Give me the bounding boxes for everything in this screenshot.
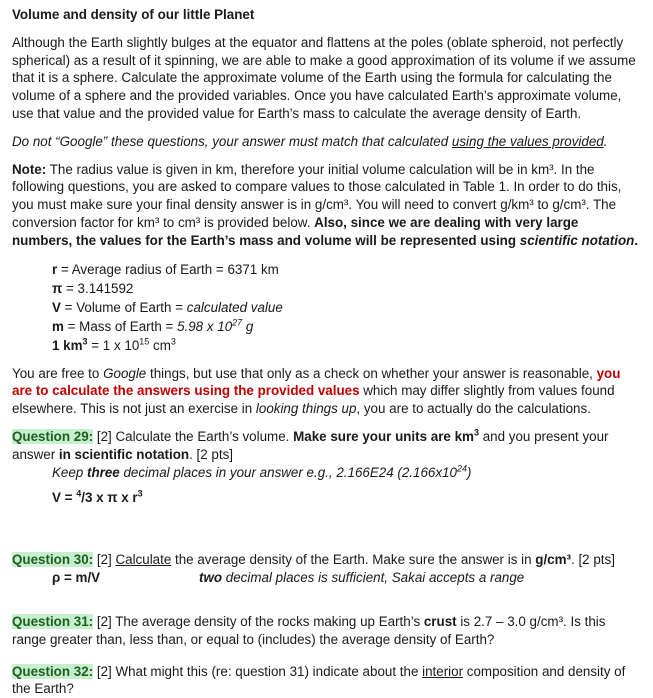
question-bold: in scientific notation [58,446,190,462]
question-text: . [2 pts] [189,446,234,462]
question-32 [12,663,642,698]
variable-list [52,260,642,355]
google-end: , you are to actually do the calculations. [356,401,591,417]
google-lead: You are free to [12,365,104,381]
intro-paragraph: Although the Earth slightly bulges at the equator and flattens at the poles (oblate spheroid, not perfectly spherical) as a result of it spinning, we are able to make a good approximation of its volume if we assume that it is a sphere. Calculate the approximate volume of the Earth using the formula for calculating the volume of a sphere and the provided variables. Once you have calculated Earth’s approximate volume, use that value and the provided value for Earth’s mass to calculate the average density of Earth. [12,34,636,121]
density-formula: ρ = m/V [52,569,101,585]
question-underlined: Calculate [115,552,172,568]
question-label: Question 29 [12,428,89,444]
question-text: composition and density of the Earth? [12,663,626,697]
question-colon: : [88,613,94,629]
google-mid: things, but use that only as a check on whether your answer is reasonable, [146,365,597,381]
hint-bold: three [87,464,120,480]
question-30 [12,551,642,587]
variable-conversion [52,336,642,355]
note-label: Note: [12,161,47,177]
variable-m [52,317,642,336]
question-29 [12,428,642,507]
formula-rest: x π x r [92,490,138,506]
question-colon: : [88,663,94,679]
question-colon: : [88,428,94,444]
note-text: The radius value is given in km, therefore your initial volume calculation will be in km³. In the following questions, you are asked to compare values to those calculated in Table 1. In order to do this, you must make sure your final density answer is in g/cm³. You will need to convert g/km³ to g/cm³. The conversion factor for km³ to cm³ is provided below. [12,161,622,230]
question-bold: Make sure your units are km [293,428,474,444]
google-paragraph [12,365,642,418]
variable-text: = Average radius of Earth = 6371 km [57,261,279,277]
variable-exponent: 15 [139,336,150,347]
hint-text: decimal places is sufficient, Sakai accepts a range [222,569,525,585]
document-page [12,6,642,698]
note-scientific-notation: scientific notation [519,232,635,248]
variable-unit: g [242,318,254,334]
question-31-text [12,613,642,649]
variable-text: = Volume of Earth = [60,299,187,315]
question-colon: : [88,552,94,568]
question-text: . [2 pts] [571,552,615,568]
question-label: Question 30 [12,552,89,568]
variable-italic: calculated value [186,299,283,315]
variable-symbol: r [52,261,58,277]
variable-text: = Mass of Earth = [63,318,178,334]
question-30-formula-row [12,569,642,587]
question-32-text [12,663,642,698]
hint-lead: Keep [52,464,87,480]
hint-bold: two [199,569,223,585]
warning-lead: Do not “Google” these questions, your answer must match that calculated [12,133,452,149]
variable-symbol: m [52,318,64,334]
google-mid2: which may differ slightly from values found elsewhere. This is not just an exercise in [12,383,615,417]
question-30-text [12,551,642,569]
hint-mid: decimal places in your answer e.g., 2.166E24 (2.166x10 [119,464,457,480]
question-text: [2] Calculate the Earth’s volume. [93,428,294,444]
hint-exponent: 24 [456,463,467,474]
question-underlined: interior [422,663,464,679]
formula-exponent: 3 [137,488,143,499]
note-end: . [634,232,639,248]
variable-symbol: π [52,280,63,296]
google-word: Google [103,365,147,381]
page-title: Volume and density of our little Planet [12,7,255,22]
variable-text: = 1 x 10 [87,337,140,353]
variable-unit: cm [149,337,171,353]
note-paragraph [12,161,642,250]
variable-text: = 3.141592 [62,280,134,296]
question-text: the average density of the Earth. Make sure the answer is in [171,552,536,568]
warning-paragraph [12,133,642,151]
google-italic: looking things up [255,401,357,417]
formula-denominator: /3 [81,490,93,506]
question-text: and you present your answer [12,428,609,462]
formula-lead: V = [52,490,77,506]
note-bold-text: Also, since we are dealing with very large numbers, the values for the Earth’s mass and volume will be represented using [12,214,579,248]
question-text: [2] The average density of the rocks making up Earth’s [93,613,424,629]
question-29-text [12,428,642,464]
question-text: is 2.7 – 3.0 g/cm³. Is this range greater than, less than, or equal to (includes) the average density of Earth? [12,613,606,647]
question-text: [2] [93,552,116,568]
question-30-hint [199,569,524,587]
volume-formula [52,489,642,507]
question-label: Question 31 [12,613,89,629]
warning-tail: . [603,133,608,149]
question-29-hint [52,464,642,482]
question-exponent: 3 [473,427,479,438]
question-bold: g/cm³ [535,552,571,568]
variable-pi [52,279,642,298]
variable-exponent: 3 [82,336,88,347]
variable-symbol: V [52,299,61,315]
variable-r [52,260,642,279]
variable-exponent: 27 [232,317,243,328]
variable-italic: 5.98 x 10 [177,318,233,334]
variable-v [52,298,642,317]
question-label: Question 32 [12,663,89,679]
formula-numerator: 4 [76,488,82,499]
question-31 [12,613,642,649]
question-text: [2] What might this (re: question 31) indicate about the [93,663,423,679]
variable-exponent: 3 [170,336,176,347]
question-bold: crust [423,613,457,629]
hint-end: ) [466,464,472,480]
google-red-emphasis: you are to calculate the answers using the provided values [12,365,621,399]
warning-underlined: using the values provided [451,133,604,149]
variable-symbol: 1 km [52,337,83,353]
